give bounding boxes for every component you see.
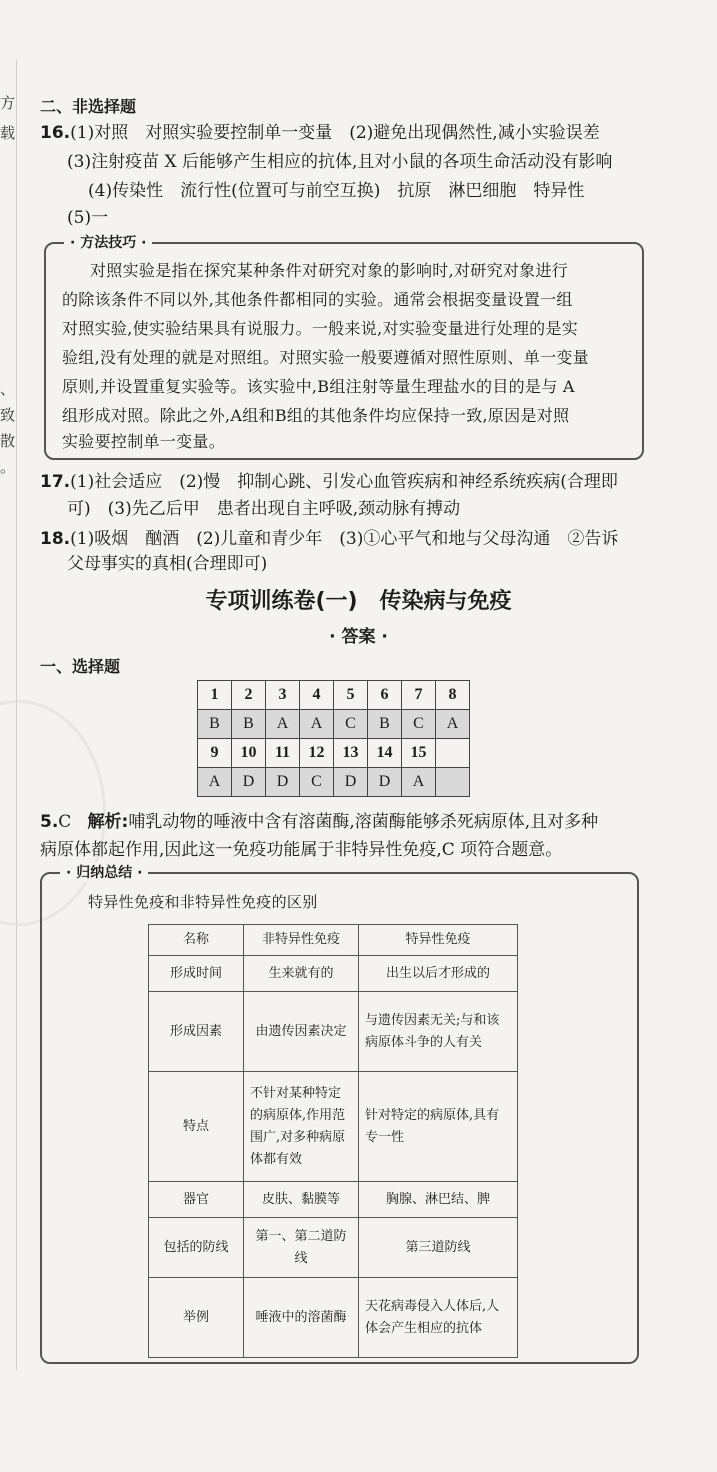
question-number-cell: 14 (368, 739, 402, 768)
row-label: 举例 (149, 1278, 244, 1358)
question-number-cell: 12 (300, 739, 334, 768)
question-number-cell: 15 (402, 739, 436, 768)
specific-cell: 出生以后才形成的 (359, 956, 518, 992)
margin-fragment: 散 (0, 432, 16, 450)
specific-cell: 针对特定的病原体,具有专一性 (359, 1072, 518, 1182)
q17-text1: (1)社会适应 (2)慢 抑制心跳、引发心血管疾病和神经系统疾病(合理即 (70, 472, 618, 492)
margin-fragment: 、 (0, 380, 16, 398)
q18-number: 18. (40, 529, 71, 549)
q18-line2: 父母事实的真相(合理即可) (67, 554, 268, 574)
comparison-row (149, 1278, 518, 1358)
nonspecific-cell: 皮肤、黏膜等 (244, 1182, 359, 1218)
answer-table-row (198, 681, 470, 710)
page-title: 专项训练卷(一) 传染病与免疫 (205, 589, 512, 614)
question-number-cell: 13 (334, 739, 368, 768)
comparison-row (149, 1072, 518, 1182)
comparison-header-row (149, 925, 518, 956)
question-number-cell: 1 (198, 681, 232, 710)
answer-cell: A (300, 710, 334, 739)
method-tips-box (44, 235, 644, 460)
q17-line1 (40, 470, 618, 494)
question-number-cell: 11 (266, 739, 300, 768)
answer-table-row (198, 739, 470, 768)
summary-caption: 特异性免疫和非特异性免疫的区别 (88, 893, 318, 911)
question-number-cell: 4 (300, 681, 334, 710)
row-label: 包括的防线 (149, 1218, 244, 1278)
answer-cell: A (266, 710, 300, 739)
answer-cell: D (232, 768, 266, 797)
summary-label: · 归纳总结 · (60, 862, 148, 882)
specific-cell: 第三道防线 (359, 1218, 518, 1278)
q5-answer: C (58, 812, 72, 832)
question-number-cell: 6 (368, 681, 402, 710)
answer-cell: A (436, 710, 470, 739)
row-label: 形成因素 (149, 992, 244, 1072)
answer-cell (436, 768, 470, 797)
method-line: 对照实验,使实验结果具有说服力。一般来说,对实验变量进行处理的是实 (62, 319, 579, 338)
question-number-cell: 3 (266, 681, 300, 710)
q16-line4: (5)一 (67, 208, 109, 228)
header-cell: 非特异性免疫 (244, 925, 359, 956)
q16-text1: (1)对照 对照实验要控制单一变量 (2)避免出现偶然性,减小实验误差 (70, 123, 600, 143)
q16-line3: (4)传染性 流行性(位置可与前空互换) 抗原 淋巴细胞 特异性 (88, 181, 585, 201)
method-tips-label: · 方法技巧 · (64, 232, 152, 252)
q16-number: 16. (40, 123, 71, 143)
nonspecific-cell: 第一、第二道防线 (244, 1218, 359, 1278)
q5-analysis-label: 解析: (87, 812, 129, 832)
margin-fragment: 致 (0, 406, 16, 424)
question-number-cell: 7 (402, 681, 436, 710)
q16-line2: (3)注射疫苗 X 后能够产生相应的抗体,且对小鼠的各项生命活动没有影响 (67, 152, 613, 172)
section-heading-nonchoice: 二、非选择题 (40, 97, 137, 116)
q5-line2: 病原体都起作用,因此这一免疫功能属于非特异性免疫,C 项符合题意。 (40, 840, 563, 860)
q18-line1 (40, 527, 618, 551)
answer-cell: D (266, 768, 300, 797)
answer-cell: B (232, 710, 266, 739)
comparison-row (149, 1218, 518, 1278)
question-number-cell: 8 (436, 681, 470, 710)
q17-line2: 可) (3)先乙后甲 患者出现自主呼吸,颈动脉有搏动 (67, 499, 461, 519)
specific-cell: 胸腺、淋巴结、脾 (359, 1182, 518, 1218)
specific-cell: 天花病毒侵入人体后,人体会产生相应的抗体 (359, 1278, 518, 1358)
specific-cell: 与遗传因素无关;与和该病原体斗争的人有关 (359, 992, 518, 1072)
nonspecific-cell: 由遗传因素决定 (244, 992, 359, 1072)
header-cell: 特异性免疫 (359, 925, 518, 956)
answer-table (197, 680, 470, 797)
answer-cell: A (198, 768, 232, 797)
nonspecific-cell: 唾液中的溶菌酶 (244, 1278, 359, 1358)
question-number-cell: 9 (198, 739, 232, 768)
q18-text1: (1)吸烟 酗酒 (2)儿童和青少年 (3)①心平气和地与父母沟通 ②告诉 (70, 529, 619, 549)
answer-cell: D (334, 768, 368, 797)
comparison-row (149, 956, 518, 992)
comparison-row (149, 1182, 518, 1218)
method-line: 的除该条件不同以外,其他条件都相同的实验。通常会根据变量设置一组 (62, 290, 573, 309)
nonspecific-cell: 不针对某种特定的病原体,作用范围广,对多种病原体都有效 (244, 1072, 359, 1182)
question-number-cell: 10 (232, 739, 266, 768)
method-line: 原则,并设置重复实验等。该实验中,B组注射等量生理盐水的目的是与 A (62, 377, 575, 396)
immunity-comparison-table (148, 924, 518, 1358)
header-cell: 名称 (149, 925, 244, 956)
answer-table-row (198, 768, 470, 797)
q5-line1 (40, 810, 598, 834)
answer-cell: B (198, 710, 232, 739)
row-label: 器官 (149, 1182, 244, 1218)
answer-cell: A (402, 768, 436, 797)
section-heading-choice: 一、选择题 (40, 657, 121, 676)
answer-subtitle: · 答案 · (329, 627, 388, 647)
method-line: 组形成对照。除此之外,A组和B组的其他条件均应保持一致,原因是对照 (62, 406, 570, 425)
q5-number: 5. (40, 812, 59, 832)
method-line: 实验要控制单一变量。 (62, 432, 226, 451)
question-number-cell: 5 (334, 681, 368, 710)
answer-cell: C (402, 710, 436, 739)
margin-fragment: 。 (0, 458, 16, 476)
comparison-row (149, 992, 518, 1072)
q5-text1: 哺乳动物的唾液中含有溶菌酶,溶菌酶能够杀死病原体,且对多种 (128, 812, 599, 832)
answer-cell: C (334, 710, 368, 739)
q16-line1 (40, 121, 600, 145)
answer-cell: C (300, 768, 334, 797)
row-label: 形成时间 (149, 956, 244, 992)
method-line: 验组,没有处理的就是对照组。对照实验一般要遵循对照性原则、单一变量 (62, 348, 589, 367)
margin-fragment: 方 (0, 94, 16, 112)
answer-cell: D (368, 768, 402, 797)
nonspecific-cell: 生来就有的 (244, 956, 359, 992)
answer-cell: B (368, 710, 402, 739)
margin-fragment: 载 (0, 124, 16, 142)
row-label: 特点 (149, 1072, 244, 1182)
question-number-cell: 2 (232, 681, 266, 710)
q17-number: 17. (40, 472, 71, 492)
answer-table-row (198, 710, 470, 739)
method-line: 对照实验是指在探究某种条件对研究对象的影响时,对研究对象进行 (90, 261, 569, 280)
question-number-cell (436, 739, 470, 768)
